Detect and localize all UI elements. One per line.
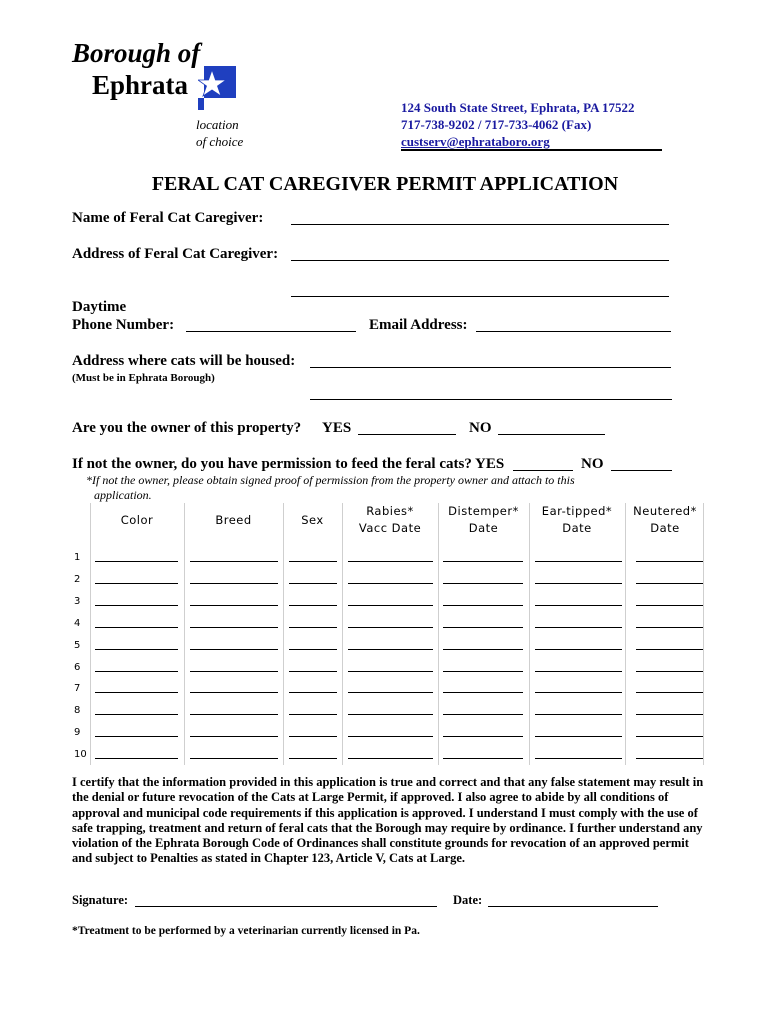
table-cell-field[interactable] — [443, 758, 523, 759]
table-cell-field[interactable] — [535, 736, 622, 737]
table-cell-field[interactable] — [535, 583, 622, 584]
table-cell-field[interactable] — [348, 736, 433, 737]
table-cell-field[interactable] — [190, 758, 278, 759]
table-cell-field[interactable] — [190, 583, 278, 584]
table-cell-field[interactable] — [348, 605, 433, 606]
table-cell-field[interactable] — [289, 583, 337, 584]
star-icon — [198, 64, 236, 110]
table-divider — [703, 503, 704, 765]
table-header-distemper — [438, 503, 529, 537]
table-cell-field[interactable] — [636, 627, 703, 628]
row-number: 1 — [74, 552, 81, 563]
table-cell-field[interactable] — [535, 627, 622, 628]
table-header-line2: Vacc Date — [358, 521, 422, 535]
signature-label: Signature: — [72, 893, 129, 907]
row-number: 9 — [74, 727, 81, 738]
table-header-line1: Distemper* — [448, 504, 519, 518]
housed-address-field-2[interactable] — [310, 399, 672, 400]
phone-numbers: 717-738-9202 / 717-733-4062 (Fax) — [401, 117, 592, 132]
table-cell-field[interactable] — [636, 758, 703, 759]
table-cell-field[interactable] — [95, 714, 178, 715]
row-number: 6 — [74, 662, 81, 673]
table-header-line1: Breed — [215, 513, 252, 527]
table-cell-field[interactable] — [443, 583, 523, 584]
phone-field[interactable] — [186, 331, 356, 332]
table-cell-field[interactable] — [535, 605, 622, 606]
table-cell-field[interactable] — [289, 692, 337, 693]
table-cell-field[interactable] — [636, 736, 703, 737]
table-header-color — [90, 512, 184, 529]
row-number: 4 — [74, 618, 81, 629]
owner-question: Are you the owner of this property? — [72, 420, 302, 436]
row-number: 2 — [74, 574, 81, 585]
table-divider — [90, 503, 91, 765]
table-cell-field[interactable] — [535, 758, 622, 759]
caregiver-name-label: Name of Feral Cat Caregiver: — [72, 210, 264, 226]
table-divider — [184, 503, 185, 765]
table-cell-field[interactable] — [190, 714, 278, 715]
table-cell-field[interactable] — [443, 714, 523, 715]
table-cell-field[interactable] — [443, 561, 523, 562]
table-header-line1: Color — [120, 513, 154, 527]
tagline-line-1: location — [196, 117, 239, 132]
table-header-sex — [283, 512, 342, 529]
table-cell-field[interactable] — [95, 627, 178, 628]
table-cell-field[interactable] — [443, 649, 523, 650]
table-header-line1: Ear-tipped* — [541, 504, 613, 518]
row-number: 10 — [74, 749, 87, 760]
borough-of-heading: Borough of — [72, 38, 201, 68]
table-cell-field[interactable] — [535, 649, 622, 650]
table-cell-field[interactable] — [190, 671, 278, 672]
table-cell-field[interactable] — [636, 561, 703, 562]
table-cell-field[interactable] — [95, 671, 178, 672]
table-cell-field[interactable] — [289, 649, 337, 650]
table-cell-field[interactable] — [95, 561, 178, 562]
table-divider — [342, 503, 343, 765]
table-header-line2: Date — [468, 521, 499, 535]
table-cell-field[interactable] — [348, 649, 433, 650]
row-number: 3 — [74, 596, 81, 607]
table-cell-field[interactable] — [348, 714, 433, 715]
row-number: 8 — [74, 705, 81, 716]
table-divider — [283, 503, 284, 765]
table-cell-field[interactable] — [348, 561, 433, 562]
caregiver-name-field[interactable] — [291, 224, 669, 225]
table-cell-field[interactable] — [443, 736, 523, 737]
email-link[interactable]: custserv@ephrataboro.org — [401, 134, 550, 149]
certification-text: I certify that the information provided in this application is true and correct and that any false statement may result in the denial or future revocation of the Cats at Large Permit, if approved. I also agree to abide by all conditions of approval and municipal code requirements if this application is approved. I understand I must comply with the use of safe trapping, treatment and return of feral cats that the Borough may require by ordinance. I further understand any violation of the Ephrata Borough Code of Ordinances shall constitute grounds for revocation of an approved permit and subject to Penalties as stated in Chapter 123, Article V, Cats at Large. — [72, 775, 704, 866]
table-cell-field[interactable] — [636, 714, 703, 715]
housed-address-label: Address where cats will be housed: — [72, 353, 296, 369]
table-cell-field[interactable] — [289, 714, 337, 715]
table-cell-field[interactable] — [443, 627, 523, 628]
table-cell-field[interactable] — [636, 583, 703, 584]
table-cell-field[interactable] — [636, 692, 703, 693]
table-cell-field[interactable] — [443, 605, 523, 606]
table-cell-field[interactable] — [190, 736, 278, 737]
table-header-ear-tipped — [529, 503, 625, 537]
table-cell-field[interactable] — [443, 671, 523, 672]
phone-label: Phone Number: — [72, 317, 175, 333]
table-cell-field[interactable] — [636, 671, 703, 672]
table-header-breed — [184, 512, 283, 529]
table-cell-field[interactable] — [95, 583, 178, 584]
daytime-label: Daytime — [72, 299, 127, 315]
housed-address-field[interactable] — [310, 367, 671, 368]
form-title: FERAL CAT CAREGIVER PERMIT APPLICATION — [151, 173, 619, 195]
treatment-footnote: *Treatment to be performed by a veterinarian currently licensed in Pa. — [72, 925, 420, 937]
table-cell-field[interactable] — [535, 671, 622, 672]
table-cell-field[interactable] — [95, 758, 178, 759]
table-cell-field[interactable] — [289, 605, 337, 606]
table-cell-field[interactable] — [95, 692, 178, 693]
header-divider — [401, 149, 662, 151]
table-cell-field[interactable] — [535, 561, 622, 562]
street-address: 124 South State Street, Ephrata, PA 17522 — [401, 100, 635, 115]
permission-yes-field[interactable] — [513, 470, 573, 471]
caregiver-address-field-2[interactable] — [291, 296, 669, 297]
date-label: Date: — [453, 893, 483, 907]
contact-block — [401, 99, 635, 150]
table-header-line2: Date — [650, 521, 680, 535]
permission-note-line-1: *If not the owner, please obtain signed proof of permission from the property owner and attach to this — [86, 473, 575, 487]
permission-question: If not the owner, do you have permission to feed the feral cats? YES — [72, 456, 505, 472]
table-divider — [438, 503, 439, 765]
signature-field[interactable] — [135, 906, 437, 907]
table-cell-field[interactable] — [289, 627, 337, 628]
row-number: 5 — [74, 640, 81, 651]
permission-note — [86, 473, 575, 503]
owner-no-field[interactable] — [498, 434, 605, 435]
table-cell-field[interactable] — [289, 736, 337, 737]
table-cell-field[interactable] — [289, 758, 337, 759]
table-cell-field[interactable] — [443, 692, 523, 693]
caregiver-address-field[interactable] — [291, 260, 669, 261]
table-cell-field[interactable] — [95, 736, 178, 737]
table-cell-field[interactable] — [190, 627, 278, 628]
tagline — [196, 116, 243, 150]
table-cell-field[interactable] — [95, 649, 178, 650]
table-cell-field[interactable] — [636, 605, 703, 606]
table-divider — [529, 503, 530, 765]
table-cell-field[interactable] — [535, 714, 622, 715]
date-field[interactable] — [488, 906, 658, 907]
table-cell-field[interactable] — [289, 671, 337, 672]
table-header-rabies — [342, 503, 438, 537]
caregiver-address-label: Address of Feral Cat Caregiver: — [72, 246, 279, 262]
row-number: 7 — [74, 683, 81, 694]
table-cell-field[interactable] — [348, 627, 433, 628]
table-header-neutered — [625, 503, 705, 537]
table-cell-field[interactable] — [190, 605, 278, 606]
housed-address-note: (Must be in Ephrata Borough) — [72, 372, 215, 384]
town-name-heading: Ephrata — [92, 70, 189, 100]
table-cell-field[interactable] — [190, 561, 278, 562]
tagline-line-2: of choice — [196, 134, 244, 149]
table-cell-field[interactable] — [636, 649, 703, 650]
table-header-line2: Date — [562, 521, 592, 535]
email-label: Email Address: — [369, 317, 468, 333]
permission-no-label: NO — [581, 456, 604, 472]
owner-no-label: NO — [469, 420, 492, 436]
table-cell-field[interactable] — [289, 561, 337, 562]
table-cell-field[interactable] — [535, 692, 622, 693]
table-cell-field[interactable] — [348, 758, 433, 759]
email-field[interactable] — [476, 331, 671, 332]
owner-yes-field[interactable] — [358, 434, 456, 435]
table-divider — [625, 503, 626, 765]
table-header-line1: Neutered* — [633, 504, 697, 518]
table-header-line1: Sex — [301, 513, 324, 527]
table-cell-field[interactable] — [348, 671, 433, 672]
table-cell-field[interactable] — [348, 692, 433, 693]
permission-note-line-2: application. — [94, 488, 152, 502]
owner-yes-label: YES — [322, 420, 352, 436]
permission-no-field[interactable] — [611, 470, 672, 471]
table-cell-field[interactable] — [190, 649, 278, 650]
table-cell-field[interactable] — [348, 583, 433, 584]
table-cell-field[interactable] — [95, 605, 178, 606]
table-cell-field[interactable] — [190, 692, 278, 693]
table-header-line1: Rabies* — [366, 504, 414, 518]
cat-table — [72, 503, 704, 765]
